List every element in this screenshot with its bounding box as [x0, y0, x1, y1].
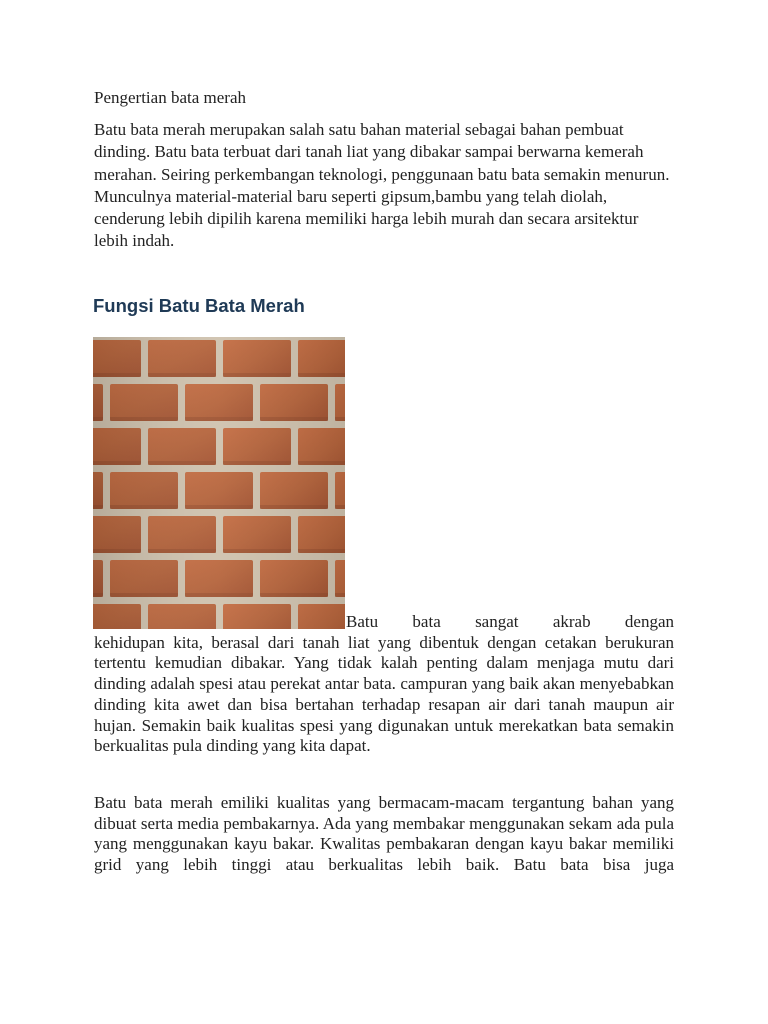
paragraph-2-rest: kehidupan kita, berasal dari tanah liat yang dibentuk dengan cetakan berukuran tertentu kemudian dibakar. Yang tidak kalah penting dalam menjaga mutu dari dinding adalah spesi atau perekat antar bata. campuran yang baik akan menyebabkan dinding kita awet dan bisa bertahan terhadap resapan air dari tanah maupun air hujan. Semakin baik kualitas spesi yang digunakan untuk merekatkan bata semakin berkualitas pula dinding yang kita dapat. — [94, 632, 674, 756]
paragraph-3: Batu bata merah emiliki kualitas yang bermacam-macam tergantung bahan yang dibuat serta media pembakarnya. Ada yang membakar menggunakan sekam ada pula yang menggunakan kayu bakar. Kwalitas pembakaran dengan kayu bakar memiliki grid yang lebih tinggi atau berkualitas lebih baik. Batu bata bisa juga — [94, 793, 674, 875]
paragraph-2 — [94, 612, 674, 757]
brick-wall-photo — [93, 337, 345, 629]
document-label: Pengertian bata merah — [94, 88, 246, 107]
paragraph-2-first-line: Batu bata sangat akrab dengan — [346, 612, 674, 631]
intro-paragraph: Batu bata merah merupakan salah satu bahan material sebagai bahan pembuat dinding. Batu bata terbuat dari tanah liat yang dibakar sampai berwarna kemerah merahan. Seiring perkembangan teknologi, penggunaan batu bata semakin menurun. Munculnya material-material baru seperti gipsum,bambu yang telah diolah, cenderung lebih dipilih karena memiliki harga lebih murah dan secara arsitektur lebih indah. — [94, 120, 670, 251]
section-heading: Fungsi Batu Bata Merah — [93, 295, 305, 316]
